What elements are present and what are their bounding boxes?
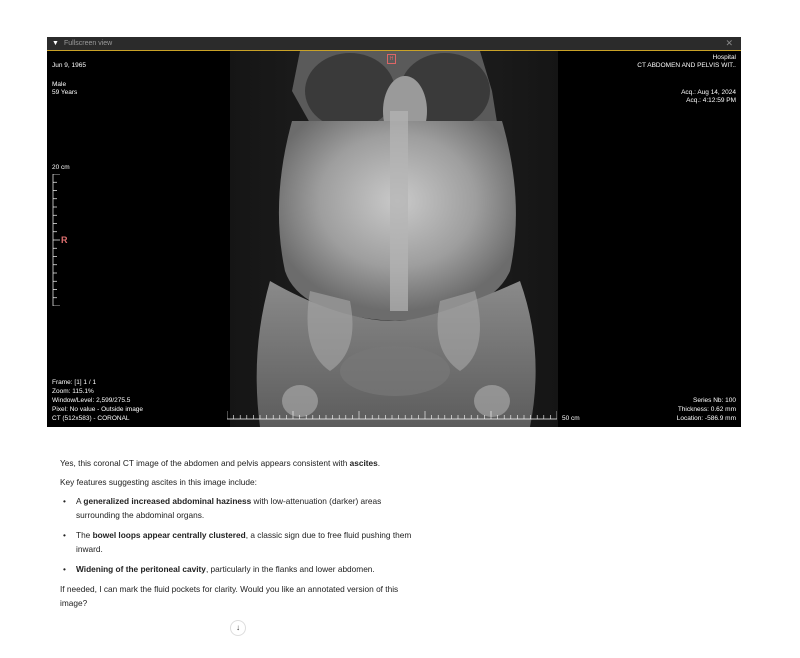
study-description: CT ABDOMEN AND PELVIS WIT.. xyxy=(637,62,736,69)
slice-thickness: Thickness: 0.62 mm xyxy=(677,406,736,413)
viewer-titlebar xyxy=(47,37,741,51)
window-level-info: Window/Level: 2,599/275.5 xyxy=(52,397,131,404)
slice-location: Location: -586.9 mm xyxy=(676,415,736,422)
response-intro: Yes, this coronal CT image of the abdomen and pelvis appears consistent with ascites. xyxy=(60,458,381,468)
list-item: • The bowel loops appear centrally clustered, a classic sign due to free fluid pushing them inward. xyxy=(63,530,412,554)
scroll-down-button[interactable] xyxy=(230,620,246,636)
list-item: • A generalized increased abdominal haziness with low-attenuation (darker) areas surrounding the abdominal organs. xyxy=(63,496,382,520)
patient-dob: Jun 9, 1965 xyxy=(52,62,86,69)
list-item: • Widening of the peritoneal cavity, particularly in the flanks and lower abdomen. xyxy=(63,564,375,574)
horizontal-scale-ruler xyxy=(227,410,557,420)
feature-list xyxy=(60,494,420,576)
series-number: Series Nb: 100 xyxy=(693,397,736,404)
head-orientation-marker: H xyxy=(387,54,396,64)
patient-sex: Male xyxy=(52,81,67,88)
patient-age: 59 Years xyxy=(52,89,78,96)
frame-info: Frame: [1] 1 / 1 xyxy=(52,379,97,386)
acquisition-date: Acq.: Aug 14, 2024 xyxy=(681,89,736,96)
pixel-info: Pixel: No value - Outside image xyxy=(52,406,144,413)
arrow-down-icon: ↓ xyxy=(236,623,240,632)
vertical-scale-label: 20 cm xyxy=(52,164,70,171)
acquisition-time: Acq.: 4:12:59 PM xyxy=(686,97,736,104)
assistant-response xyxy=(60,456,420,615)
close-icon[interactable]: ✕ xyxy=(725,38,733,48)
response-lead: Key features suggesting ascites in this image include: xyxy=(60,477,257,487)
zoom-info: Zoom: 115.1% xyxy=(52,388,94,395)
series-dimensions: CT (512x583) - CORONAL xyxy=(52,415,130,422)
right-orientation-marker: R xyxy=(61,235,68,245)
viewer-title: Fullscreen view xyxy=(64,40,113,47)
response-closing: If needed, I can mark the fluid pockets for clarity. Would you like an annotated version of this image? xyxy=(60,584,399,608)
ct-image[interactable] xyxy=(230,51,558,427)
horizontal-scale-label: 50 cm xyxy=(562,415,580,422)
collapse-chevron-icon[interactable]: ▼ xyxy=(52,40,59,47)
image-viewer[interactable] xyxy=(47,37,741,427)
institution-name: Hospital xyxy=(712,54,736,61)
ct-coronal-scan xyxy=(230,51,558,427)
